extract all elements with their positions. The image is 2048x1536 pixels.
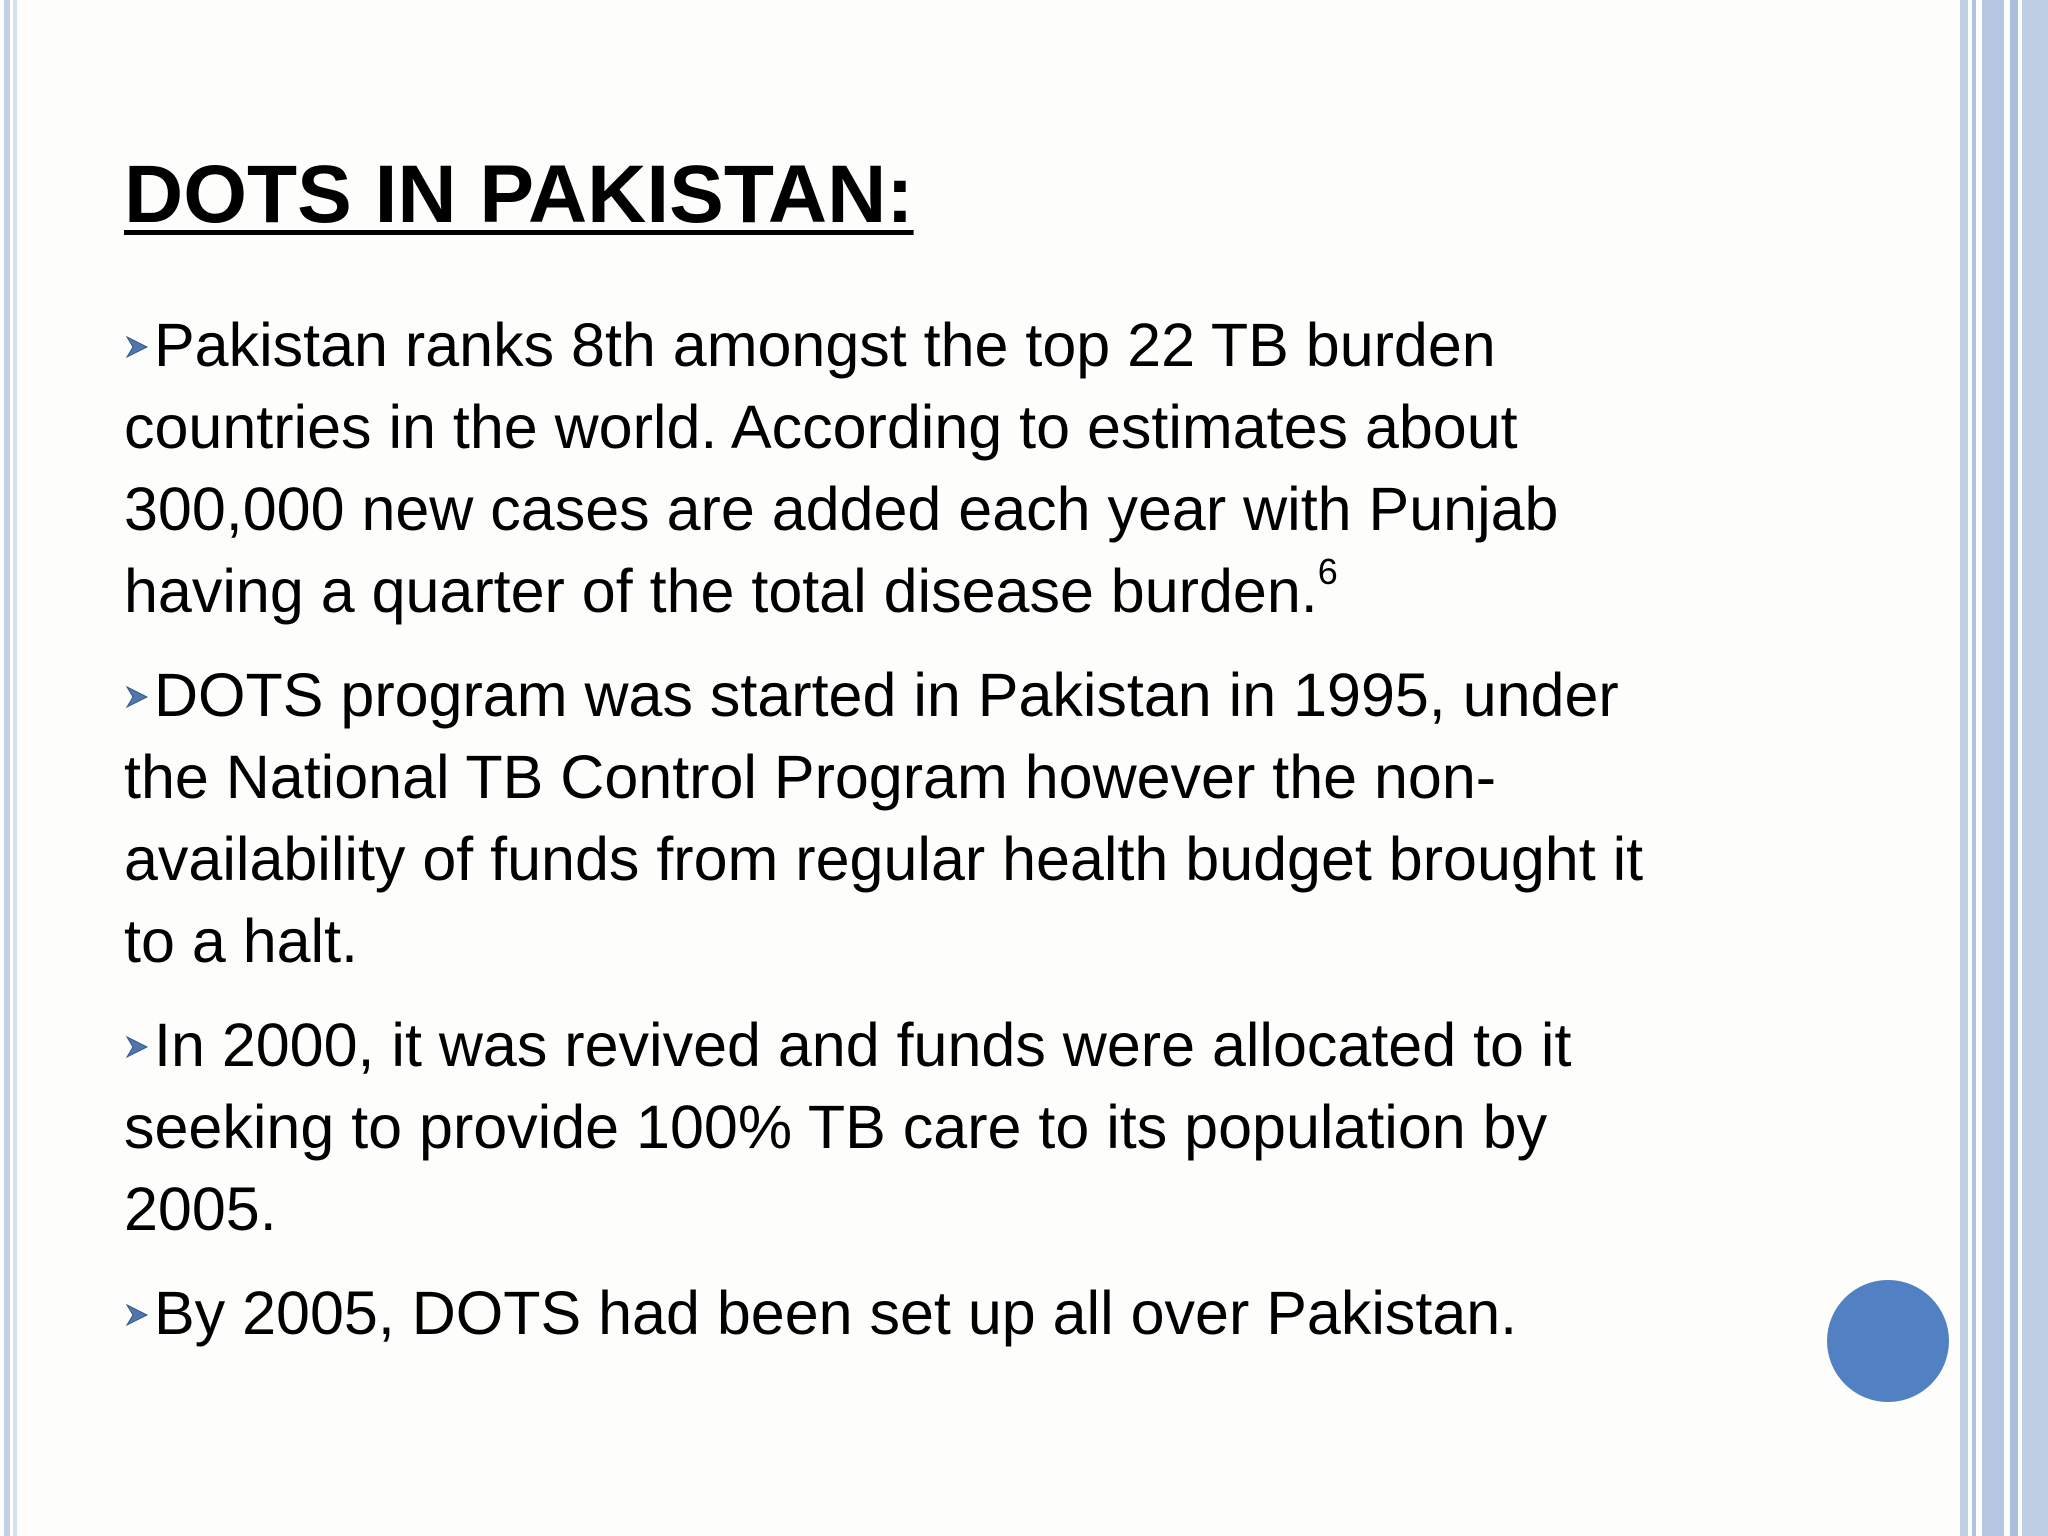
left-border-line	[4, 0, 10, 1536]
bullet-line: By 2005, DOTS had been set up all over Pakistan.	[154, 1279, 1518, 1347]
left-border-line-inner	[13, 0, 17, 1536]
arrow-bullet-icon	[124, 1302, 150, 1328]
right-border-line-dark	[2010, 0, 2018, 1536]
arrow-bullet-icon	[124, 334, 150, 360]
footnote-reference: 6	[1317, 551, 1338, 592]
bullet-line: countries in the world. According to estimates about	[124, 393, 1518, 461]
bullet-list	[124, 304, 1844, 1376]
arrow-bullet-icon	[124, 684, 150, 710]
right-border-band-outer	[2022, 0, 2048, 1536]
right-border-line-thin	[1972, 0, 1976, 1536]
right-border-band	[1982, 0, 2004, 1536]
bullet-line: availability of funds from regular health budget brought it	[124, 825, 1644, 893]
bullet-line: having a quarter of the total disease burden.	[124, 557, 1318, 625]
bullet-line: seeking to provide 100% TB care to its population by	[124, 1093, 1548, 1161]
bullet-line: DOTS program was started in Pakistan in 1995, under	[154, 661, 1619, 729]
bullet-line: to a halt.	[124, 907, 358, 975]
bullet-item	[124, 1004, 1844, 1250]
bullet-line: Pakistan ranks 8th amongst the top 22 TB burden	[154, 311, 1496, 379]
slide-title: DOTS IN PAKISTAN:	[124, 149, 914, 240]
decorative-circle	[1827, 1280, 1949, 1402]
bullet-line: the National TB Control Program however the non-	[124, 743, 1497, 811]
bullet-item	[124, 304, 1844, 632]
bullet-line: In 2000, it was revived and funds were allocated to it	[154, 1011, 1572, 1079]
arrow-bullet-icon	[124, 1034, 150, 1060]
right-border-line	[1960, 0, 1968, 1536]
bullet-item	[124, 1272, 1844, 1354]
bullet-item	[124, 654, 1844, 982]
bullet-line: 300,000 new cases are added each year with Punjab	[124, 475, 1559, 543]
bullet-line: 2005.	[124, 1175, 277, 1243]
